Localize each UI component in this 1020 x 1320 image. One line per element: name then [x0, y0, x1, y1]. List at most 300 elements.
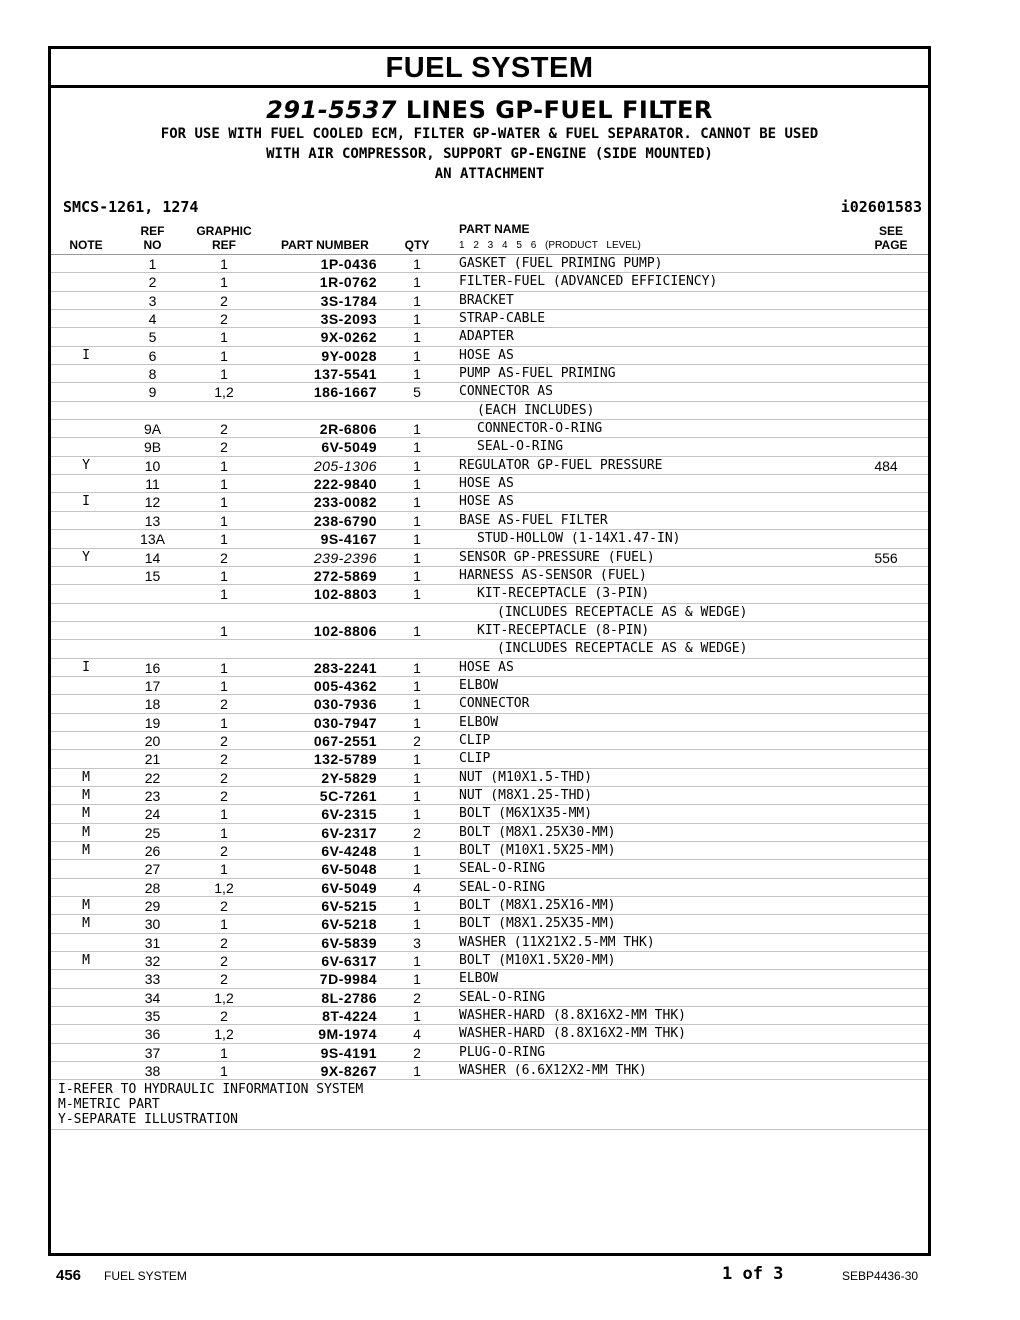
- note-line: Y-SEPARATE ILLUSTRATION: [58, 1112, 239, 1128]
- qty-cell: 1: [413, 256, 421, 272]
- part-number-cell: 272-5869: [313, 567, 377, 584]
- part-number-cell: 6V-5218: [321, 916, 377, 933]
- ref-no-cell: 19: [144, 714, 161, 731]
- qty-cell: 1: [413, 861, 421, 878]
- ref-no-cell: 13: [144, 512, 161, 529]
- part-number-cell: 8L-2786: [321, 989, 377, 1006]
- qty-cell: 1: [413, 586, 421, 603]
- part-name-cell: BOLT (M8X1.25X30-MM): [459, 824, 616, 840]
- qty-cell: 2: [413, 732, 421, 749]
- smcs-row: [51, 198, 928, 220]
- ref-no-cell: 28: [144, 879, 161, 896]
- part-name-cell: PUMP AS-FUEL PRIMING: [459, 366, 616, 382]
- ref-no-cell: 25: [144, 824, 161, 841]
- part-name-cell: KIT-RECEPTACLE (8-PIN): [477, 622, 650, 638]
- graphic-ref-cell: 2: [220, 953, 228, 970]
- table-row: [51, 604, 928, 622]
- part-number-cell: 6V-5048: [321, 861, 377, 878]
- table-row: [51, 824, 928, 842]
- table-row: [51, 1044, 928, 1062]
- qty-cell: 1: [413, 916, 421, 933]
- part-name-cell: PLUG-O-RING: [459, 1044, 546, 1060]
- footer-section: FUEL SYSTEM: [104, 1269, 187, 1283]
- graphic-ref-cell: 1: [220, 347, 228, 364]
- qty-cell: 5: [413, 384, 421, 401]
- table-row: [51, 897, 928, 915]
- qty-cell: 1: [413, 751, 421, 768]
- ref-no-cell: 31: [144, 934, 161, 951]
- graphic-ref-cell: 1: [220, 622, 228, 639]
- ref-no-cell: 35: [144, 1008, 161, 1025]
- section-title: FUEL SYSTEM: [51, 49, 928, 88]
- part-name-cell: HOSE AS: [459, 659, 514, 675]
- qty-cell: 1: [413, 622, 421, 639]
- part-name-cell: CONNECTOR AS: [459, 384, 553, 400]
- graphic-ref-cell: 2: [220, 843, 228, 859]
- part-name-cell: WASHER (6.6X12X2-MM THK): [459, 1063, 647, 1079]
- ref-no-cell: 34: [144, 989, 161, 1006]
- qty-cell: 1: [413, 714, 421, 731]
- part-number-cell: 2R-6806: [319, 421, 377, 438]
- part-number-cell: 6V-5049: [321, 439, 377, 456]
- ref-no-cell: 13A: [140, 531, 165, 548]
- table-row: [51, 1025, 928, 1043]
- part-name-cell: (INCLUDES RECEPTACLE AS & WEDGE): [497, 641, 748, 657]
- table-row: [51, 879, 928, 897]
- table-row: [51, 255, 928, 273]
- part-name-cell: FILTER-FUEL (ADVANCED EFFICIENCY): [459, 274, 718, 290]
- ref-no-cell: 15: [144, 567, 161, 584]
- qty-cell: 2: [413, 1044, 421, 1061]
- qty-cell: 2: [413, 989, 421, 1006]
- ref-no-cell: 32: [144, 953, 161, 970]
- qty-cell: 1: [413, 311, 421, 328]
- part-name-cell: SEAL-O-RING: [459, 879, 546, 895]
- part-name-cell: (INCLUDES RECEPTACLE AS & WEDGE): [497, 604, 748, 620]
- part-number-cell: 9M-1974: [318, 1026, 377, 1043]
- note-line: M-METRIC PART: [58, 1097, 160, 1113]
- part-number-cell: 239-2396: [313, 549, 377, 566]
- part-name-cell: BOLT (M8X1.25X16-MM): [459, 898, 616, 914]
- graphic-ref-cell: 1: [220, 861, 228, 878]
- table-row: [51, 512, 928, 530]
- part-number-cell: 9X-0262: [320, 329, 377, 346]
- part-name-cell: HARNESS AS-SENSOR (FUEL): [459, 567, 647, 583]
- part-name-cell: BASE AS-FUEL FILTER: [459, 512, 608, 528]
- usage-line: WITH AIR COMPRESSOR, SUPPORT GP-ENGINE (SIDE MOUNTED): [266, 146, 713, 162]
- table-row: [51, 567, 928, 585]
- graphic-ref-cell: 2: [220, 421, 228, 438]
- graphic-ref-cell: 1: [220, 274, 228, 291]
- qty-cell: 1: [413, 787, 421, 804]
- graphic-ref-cell: 2: [220, 898, 228, 915]
- table-row: [51, 714, 928, 732]
- qty-cell: 1: [413, 549, 421, 566]
- graphic-ref-cell: 1: [220, 457, 228, 474]
- graphic-ref-cell: 2: [220, 696, 228, 713]
- table-row: [51, 475, 928, 493]
- part-number-header: PART NUMBER: [281, 238, 369, 252]
- ref-no-cell: 29: [144, 898, 161, 915]
- part-name-cell: WASHER-HARD (8.8X16X2-MM THK): [459, 1008, 686, 1024]
- qty-cell: 4: [413, 879, 421, 896]
- graphic-ref-cell: 2: [220, 549, 228, 566]
- part-name-cell: ELBOW: [459, 677, 499, 693]
- qty-cell: 1: [413, 347, 421, 364]
- illustration-id: i02601583: [840, 198, 922, 216]
- qty-cell: 1: [413, 292, 421, 309]
- group-part-number: 291-5537: [266, 96, 397, 124]
- part-number-cell: 6V-2317: [321, 824, 377, 841]
- qty-cell: 1: [413, 696, 421, 713]
- graphic-ref-cell: 1: [220, 512, 228, 529]
- part-name-cell: HOSE AS: [459, 347, 514, 363]
- table-row: [51, 695, 928, 713]
- group-name: LINES GP-FUEL FILTER: [405, 96, 713, 124]
- part-number-cell: 238-6790: [313, 512, 377, 529]
- table-row: [51, 640, 928, 658]
- document-id: SEBP4436-30: [842, 1269, 919, 1283]
- usage-line: AN ATTACHMENT: [434, 166, 545, 182]
- part-number-cell: 3S-2093: [320, 311, 377, 328]
- part-number-cell: 3S-1784: [320, 292, 377, 309]
- graphic-header-top: GRAPHIC: [196, 224, 252, 238]
- part-number-cell: 6V-2315: [321, 806, 377, 823]
- qty-cell: 1: [413, 1008, 421, 1025]
- part-name-cell: WASHER-HARD (8.8X16X2-MM THK): [459, 1026, 686, 1042]
- column-headers: [51, 220, 928, 255]
- table-row: [51, 732, 928, 750]
- part-number-cell: 6V-6317: [321, 953, 377, 970]
- note-cell: M: [82, 898, 90, 914]
- ref-no-cell: 21: [144, 751, 161, 768]
- part-name-cell: NUT (M10X1.5-THD): [459, 769, 593, 785]
- part-number-cell: 1P-0436: [320, 256, 377, 272]
- part-number-cell: 9S-4167: [320, 531, 377, 548]
- qty-cell: 1: [413, 366, 421, 383]
- ref-no-cell: 10: [144, 457, 161, 474]
- qty-cell: 1: [413, 274, 421, 291]
- part-name-cell: BOLT (M10X1.5X20-MM): [459, 953, 616, 969]
- graphic-ref-cell: 1: [220, 531, 228, 548]
- part-number-cell: 5C-7261: [319, 787, 377, 804]
- qty-cell: 1: [413, 329, 421, 346]
- part-name-cell: ELBOW: [459, 971, 499, 987]
- part-number-cell: 6V-5215: [321, 898, 377, 915]
- qty-cell: 1: [413, 806, 421, 823]
- graphic-ref-cell: 1: [220, 824, 228, 841]
- graphic-ref-cell: 1: [220, 714, 228, 731]
- ref-no-cell: 20: [144, 732, 161, 749]
- ref-no-cell: 33: [144, 971, 161, 988]
- ref-no-cell: 9B: [143, 439, 162, 456]
- part-name-cell: CONNECTOR-O-RING: [477, 421, 603, 437]
- part-number-cell: 102-8803: [313, 586, 377, 603]
- table-row: [51, 310, 928, 328]
- ref-no-cell: 9A: [143, 421, 162, 438]
- ref-no-cell: 38: [144, 1063, 161, 1080]
- graphic-ref-cell: 2: [220, 769, 228, 786]
- graphic-ref-cell: 1: [220, 494, 228, 511]
- graphic-ref-cell: 1: [220, 366, 228, 383]
- graphic-ref-cell: 1: [220, 329, 228, 346]
- ref-no-cell: 27: [144, 861, 161, 878]
- ref-no-cell: 37: [144, 1044, 161, 1061]
- note-cell: I: [82, 659, 90, 675]
- graphic-ref-cell: 1,2: [214, 989, 234, 1006]
- graphic-ref-cell: 2: [220, 787, 228, 804]
- table-row: [51, 347, 928, 365]
- graphic-ref-cell: 1: [220, 567, 228, 584]
- note-cell: M: [82, 824, 90, 840]
- qty-cell: 1: [413, 567, 421, 584]
- graphic-ref-cell: 2: [220, 934, 228, 951]
- note-cell: I: [82, 347, 90, 363]
- part-name-cell: BOLT (M8X1.25X35-MM): [459, 916, 616, 932]
- part-name-cell: REGULATOR GP-FUEL PRESSURE: [459, 457, 663, 473]
- qty-cell: 1: [413, 476, 421, 493]
- graphic-ref-cell: 1,2: [214, 1026, 234, 1043]
- page-footer: [0, 1264, 1020, 1288]
- qty-cell: 1: [413, 1063, 421, 1080]
- graphic-ref-cell: 2: [220, 971, 228, 988]
- ref-no-cell: 23: [144, 787, 161, 804]
- qty-cell: 1: [413, 971, 421, 988]
- table-row: [51, 457, 928, 475]
- qty-cell: 1: [413, 843, 421, 859]
- ref-no-cell: 3: [148, 292, 157, 309]
- parts-page-frame: [48, 46, 931, 1256]
- graphic-ref-cell: 2: [220, 1008, 228, 1025]
- part-name-cell: (EACH INCLUDES): [477, 402, 595, 418]
- graphic-ref-cell: 1: [220, 256, 228, 272]
- part-number-cell: 186-1667: [313, 384, 377, 401]
- part-number-cell: 6V-5839: [321, 934, 377, 951]
- page-of-count: 1 of 3: [722, 1264, 784, 1284]
- ref-header-bottom: NO: [143, 238, 162, 252]
- part-number-cell: 9X-8267: [320, 1063, 377, 1080]
- part-name-cell: CLIP: [459, 732, 491, 748]
- part-name-cell: HOSE AS: [459, 476, 514, 492]
- note-cell: M: [82, 843, 90, 858]
- table-row: [51, 787, 928, 805]
- qty-cell: 1: [413, 494, 421, 511]
- note-cell: Y: [82, 549, 90, 565]
- table-row: [51, 677, 928, 695]
- part-number-cell: 2Y-5829: [321, 769, 377, 786]
- ref-no-cell: 14: [144, 549, 161, 566]
- part-number-cell: 102-8806: [313, 622, 377, 639]
- page-number: 456: [56, 1267, 82, 1284]
- table-row: [51, 750, 928, 768]
- see-header-bottom: PAGE: [874, 238, 908, 252]
- note-line: I-REFER TO HYDRAULIC INFORMATION SYSTEM: [58, 1082, 364, 1098]
- qty-cell: 1: [413, 531, 421, 548]
- product-level-header: 1 2 3 4 5 6 (PRODUCT LEVEL): [459, 240, 641, 251]
- note-cell: M: [82, 769, 90, 785]
- qty-cell: 1: [413, 512, 421, 529]
- ref-no-cell: 17: [144, 677, 161, 694]
- table-row: [51, 292, 928, 310]
- ref-no-cell: 5: [148, 329, 157, 346]
- graphic-ref-cell: 1,2: [214, 879, 234, 896]
- graphic-ref-cell: 1: [220, 916, 228, 933]
- table-row: [51, 1062, 928, 1080]
- table-row: [51, 970, 928, 988]
- graphic-ref-cell: 2: [220, 292, 228, 309]
- part-name-cell: HOSE AS: [459, 494, 514, 510]
- table-row: [51, 1007, 928, 1025]
- see-page-cell: 484: [874, 457, 898, 474]
- smcs-code: SMCS-1261, 1274: [63, 198, 199, 216]
- ref-no-cell: 30: [144, 916, 161, 933]
- graphic-ref-cell: 1: [220, 1044, 228, 1061]
- ref-no-cell: 8: [148, 366, 157, 383]
- note-cell: M: [82, 787, 90, 803]
- part-name-cell: KIT-RECEPTACLE (3-PIN): [477, 586, 650, 602]
- graphic-ref-cell: 1: [220, 806, 228, 823]
- table-row: [51, 989, 928, 1007]
- qty-cell: 3: [413, 934, 421, 951]
- qty-cell: 1: [413, 659, 421, 676]
- part-name-cell: BRACKET: [459, 292, 514, 308]
- table-row: [51, 530, 928, 548]
- ref-no-cell: 1: [148, 256, 157, 272]
- table-row: [51, 622, 928, 640]
- table-row: [51, 585, 928, 603]
- qty-cell: 1: [413, 769, 421, 786]
- graphic-ref-cell: 2: [220, 751, 228, 768]
- qty-cell: 1: [413, 677, 421, 694]
- qty-cell: 1: [413, 953, 421, 970]
- part-number-cell: 1R-0762: [319, 274, 377, 291]
- part-number-cell: 8T-4224: [322, 1008, 377, 1025]
- qty-cell: 1: [413, 421, 421, 438]
- qty-cell: 1: [413, 898, 421, 915]
- part-name-cell: SEAL-O-RING: [459, 989, 546, 1005]
- table-row: [51, 493, 928, 511]
- usage-line: FOR USE WITH FUEL COOLED ECM, FILTER GP-WATER & FUEL SEPARATOR. CANNOT BE USED: [160, 126, 819, 142]
- table-row: [51, 842, 928, 860]
- ref-no-cell: 36: [144, 1026, 161, 1043]
- table-row: [51, 383, 928, 401]
- note-header: NOTE: [69, 238, 103, 252]
- table-row: [51, 273, 928, 291]
- part-number-cell: 283-2241: [313, 659, 377, 676]
- graphic-ref-cell: 2: [220, 311, 228, 328]
- part-number-cell: 233-0082: [313, 494, 377, 511]
- graphic-ref-cell: 2: [220, 732, 228, 749]
- part-number-cell: 030-7947: [313, 714, 377, 731]
- table-row: [51, 805, 928, 823]
- qty-cell: 4: [413, 1026, 421, 1043]
- table-row: [51, 365, 928, 383]
- ref-no-cell: 22: [144, 769, 161, 786]
- ref-no-cell: 4: [148, 311, 157, 328]
- part-name-cell: GASKET (FUEL PRIMING PUMP): [459, 256, 663, 271]
- parts-table-body: [51, 255, 928, 1080]
- graphic-ref-cell: 2: [220, 439, 228, 456]
- part-number-cell: 005-4362: [313, 677, 377, 694]
- table-row: [51, 549, 928, 567]
- part-number-cell: 030-7936: [313, 696, 377, 713]
- table-row: [51, 915, 928, 933]
- part-name-cell: WASHER (11X21X2.5-MM THK): [459, 934, 655, 950]
- ref-no-cell: 16: [144, 659, 161, 676]
- part-name-cell: SENSOR GP-PRESSURE (FUEL): [459, 549, 655, 565]
- graphic-ref-cell: 1: [220, 1063, 228, 1080]
- part-name-cell: ADAPTER: [459, 329, 514, 345]
- ref-header-top: REF: [140, 224, 165, 238]
- graphic-header-bottom: REF: [212, 238, 236, 252]
- graphic-ref-cell: 1: [220, 659, 228, 676]
- ref-no-cell: 24: [144, 806, 161, 823]
- ref-no-cell: 12: [144, 494, 161, 511]
- table-row: [51, 934, 928, 952]
- note-cell: I: [82, 494, 90, 510]
- group-header: [51, 96, 928, 184]
- part-number-cell: 9Y-0028: [321, 347, 377, 364]
- qty-cell: 1: [413, 457, 421, 474]
- ref-no-cell: 9: [148, 384, 157, 401]
- part-name-header: PART NAME: [459, 222, 530, 236]
- table-row: [51, 952, 928, 970]
- graphic-ref-cell: 1: [220, 677, 228, 694]
- qty-cell: 2: [413, 824, 421, 841]
- note-cell: M: [82, 916, 90, 932]
- ref-no-cell: 26: [144, 843, 161, 859]
- part-name-cell: BOLT (M6X1X35-MM): [459, 806, 593, 822]
- ref-no-cell: 6: [148, 347, 157, 364]
- part-name-cell: STUD-HOLLOW (1-14X1.47-IN): [477, 531, 681, 547]
- table-row: [51, 438, 928, 456]
- part-number-cell: 137-5541: [313, 366, 377, 383]
- part-number-cell: 067-2551: [313, 732, 377, 749]
- part-name-cell: SEAL-O-RING: [477, 439, 564, 455]
- notes-legend: [51, 1080, 928, 1130]
- table-row: [51, 769, 928, 787]
- part-name-cell: SEAL-O-RING: [459, 861, 546, 877]
- part-number-cell: 205-1306: [313, 457, 377, 474]
- note-cell: M: [82, 953, 90, 969]
- ref-no-cell: 11: [145, 476, 160, 493]
- see-header-top: SEE: [878, 224, 903, 238]
- part-name-cell: ELBOW: [459, 714, 499, 730]
- table-row: [51, 659, 928, 677]
- table-row: [51, 402, 928, 420]
- part-name-cell: STRAP-CABLE: [459, 311, 546, 327]
- part-name-cell: CLIP: [459, 751, 491, 767]
- ref-no-cell: 18: [144, 696, 161, 713]
- group-title: [51, 96, 928, 124]
- table-row: [51, 420, 928, 438]
- part-name-cell: CONNECTOR: [459, 696, 530, 712]
- part-number-cell: 6V-5049: [321, 879, 377, 896]
- note-cell: Y: [82, 457, 90, 473]
- see-page-cell: 556: [874, 549, 898, 566]
- graphic-ref-cell: 1,2: [214, 384, 234, 401]
- table-row: [51, 860, 928, 878]
- part-name-cell: BOLT (M10X1.5X25-MM): [459, 843, 616, 858]
- graphic-ref-cell: 1: [220, 476, 228, 493]
- part-number-cell: 7D-9984: [319, 971, 377, 988]
- part-number-cell: 6V-4248: [321, 843, 377, 859]
- part-name-cell: NUT (M8X1.25-THD): [459, 787, 593, 803]
- ref-no-cell: 2: [148, 274, 157, 291]
- part-number-cell: 132-5789: [313, 751, 377, 768]
- graphic-ref-cell: 1: [220, 586, 228, 603]
- qty-header: QTY: [404, 238, 430, 252]
